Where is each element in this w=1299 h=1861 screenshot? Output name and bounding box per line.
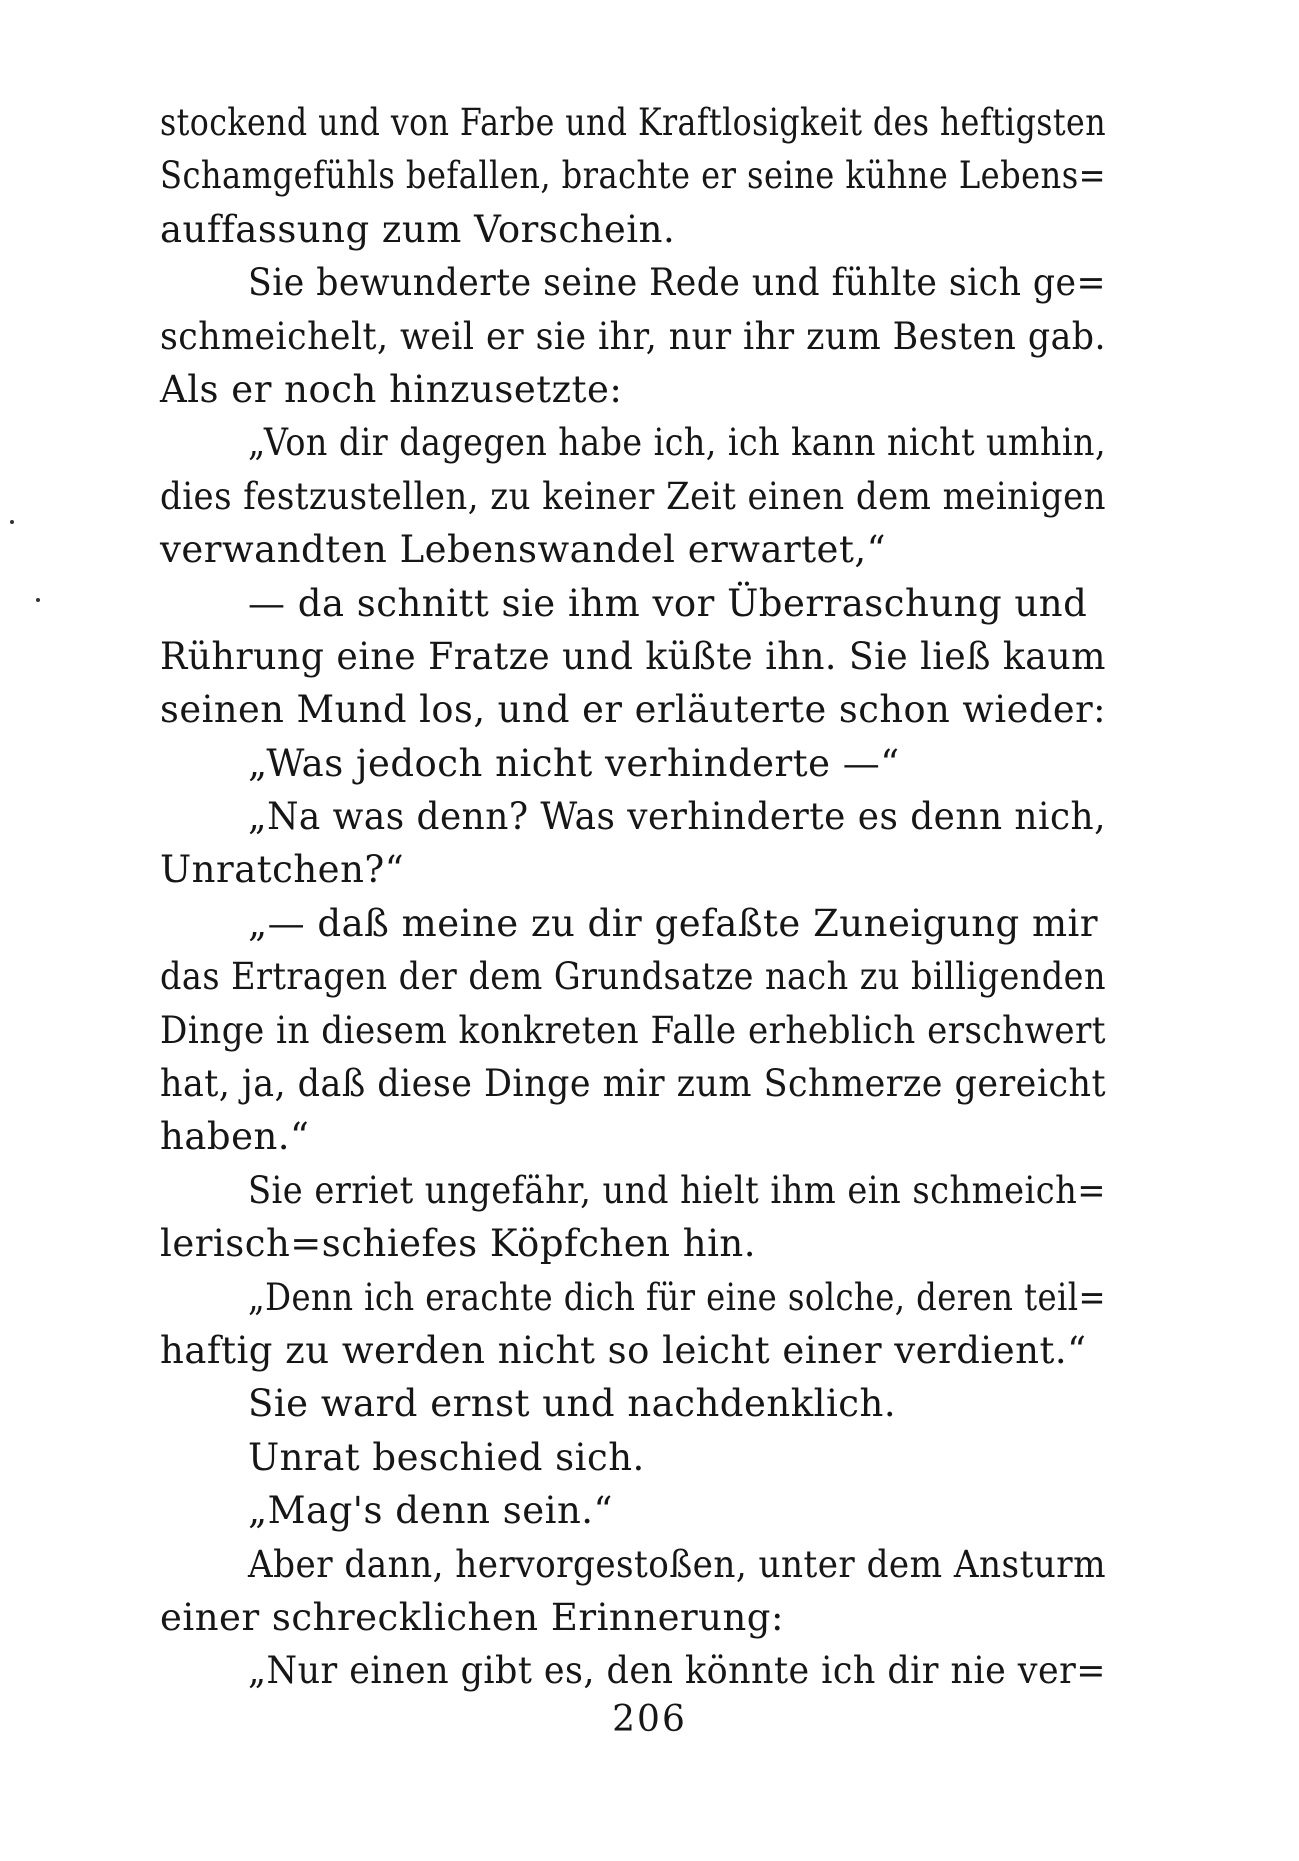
scan-speck [10,520,14,524]
text-line-26: Unrat beschied sich. [248,1435,645,1479]
text-line-12: seinen Mund los, und er erläuterte schon wieder: [160,688,1106,732]
text-line-21: Sie erriet ungefähr, und hielt ihm ein schmeich= [248,1168,1106,1212]
text-line-29: einer schrecklichen Erinnerung: [160,1595,784,1639]
text-line-18: Dinge in diesem konkreten Falle erheblich erschwert [160,1008,1106,1052]
text-line-15: Unratchen?“ [160,848,405,892]
text-line-6: Als er noch hinzusetzte: [160,367,623,411]
text-line-4: Sie bewunderte seine Rede und fühlte sich ge= [248,261,1106,305]
text-line-13: „Was jedoch nicht verhinderte —“ [248,741,900,785]
text-line-19: hat, ja, daß diese Dinge mir zum Schmerze gereicht [160,1062,1106,1106]
scan-speck [36,598,40,602]
text-line-14: „Na was denn? Was verhinderte es denn nich, [248,795,1106,839]
text-line-11: Rührung eine Fratze und küßte ihn. Sie ließ kaum [160,634,1106,678]
text-line-8: dies festzustellen, zu keiner Zeit einen dem meinigen [160,474,1106,518]
text-line-1: stockend und von Farbe und Kraftlosigkeit des heftigsten [160,101,1106,144]
text-line-3: auffassung zum Vorschein. [160,207,676,251]
text-line-22: lerisch=schiefes Köpfchen hin. [160,1222,756,1266]
text-line-9: verwandten Lebenswandel erwartet,“ [160,528,886,572]
text-line-10: — da schnitt sie ihm vor Überraschung und [248,581,1088,625]
body-text [160,96,1106,1698]
text-line-23: „Denn ich erachte dich für eine solche, deren teil= [248,1275,1106,1319]
page-number: 206 [612,1699,687,1740]
text-line-17: das Ertragen der dem Grundsatze nach zu billigenden [160,955,1106,999]
text-line-25: Sie ward ernst und nachdenklich. [248,1382,897,1426]
text-line-30: „Nur einen gibt es, den könnte ich dir nie ver= [248,1649,1106,1693]
text-line-20: haben.“ [160,1115,310,1159]
text-line-2: Schamgefühls befallen, brachte er seine kühne Lebens= [160,154,1106,198]
text-line-28: Aber dann, hervorgestoßen, unter dem Ansturm [248,1542,1106,1586]
text-line-5: schmeichelt, weil er sie ihr, nur ihr zum Besten gab. [160,314,1106,358]
text-line-7: „Von dir dagegen habe ich, ich kann nicht umhin, [248,421,1106,465]
text-line-27: „Mag's denn sein.“ [248,1489,613,1533]
text-line-16: „— daß meine zu dir gefaßte Zuneigung mir [248,901,1099,945]
text-line-24: haftig zu werden nicht so leicht einer verdient.“ [160,1328,1087,1372]
